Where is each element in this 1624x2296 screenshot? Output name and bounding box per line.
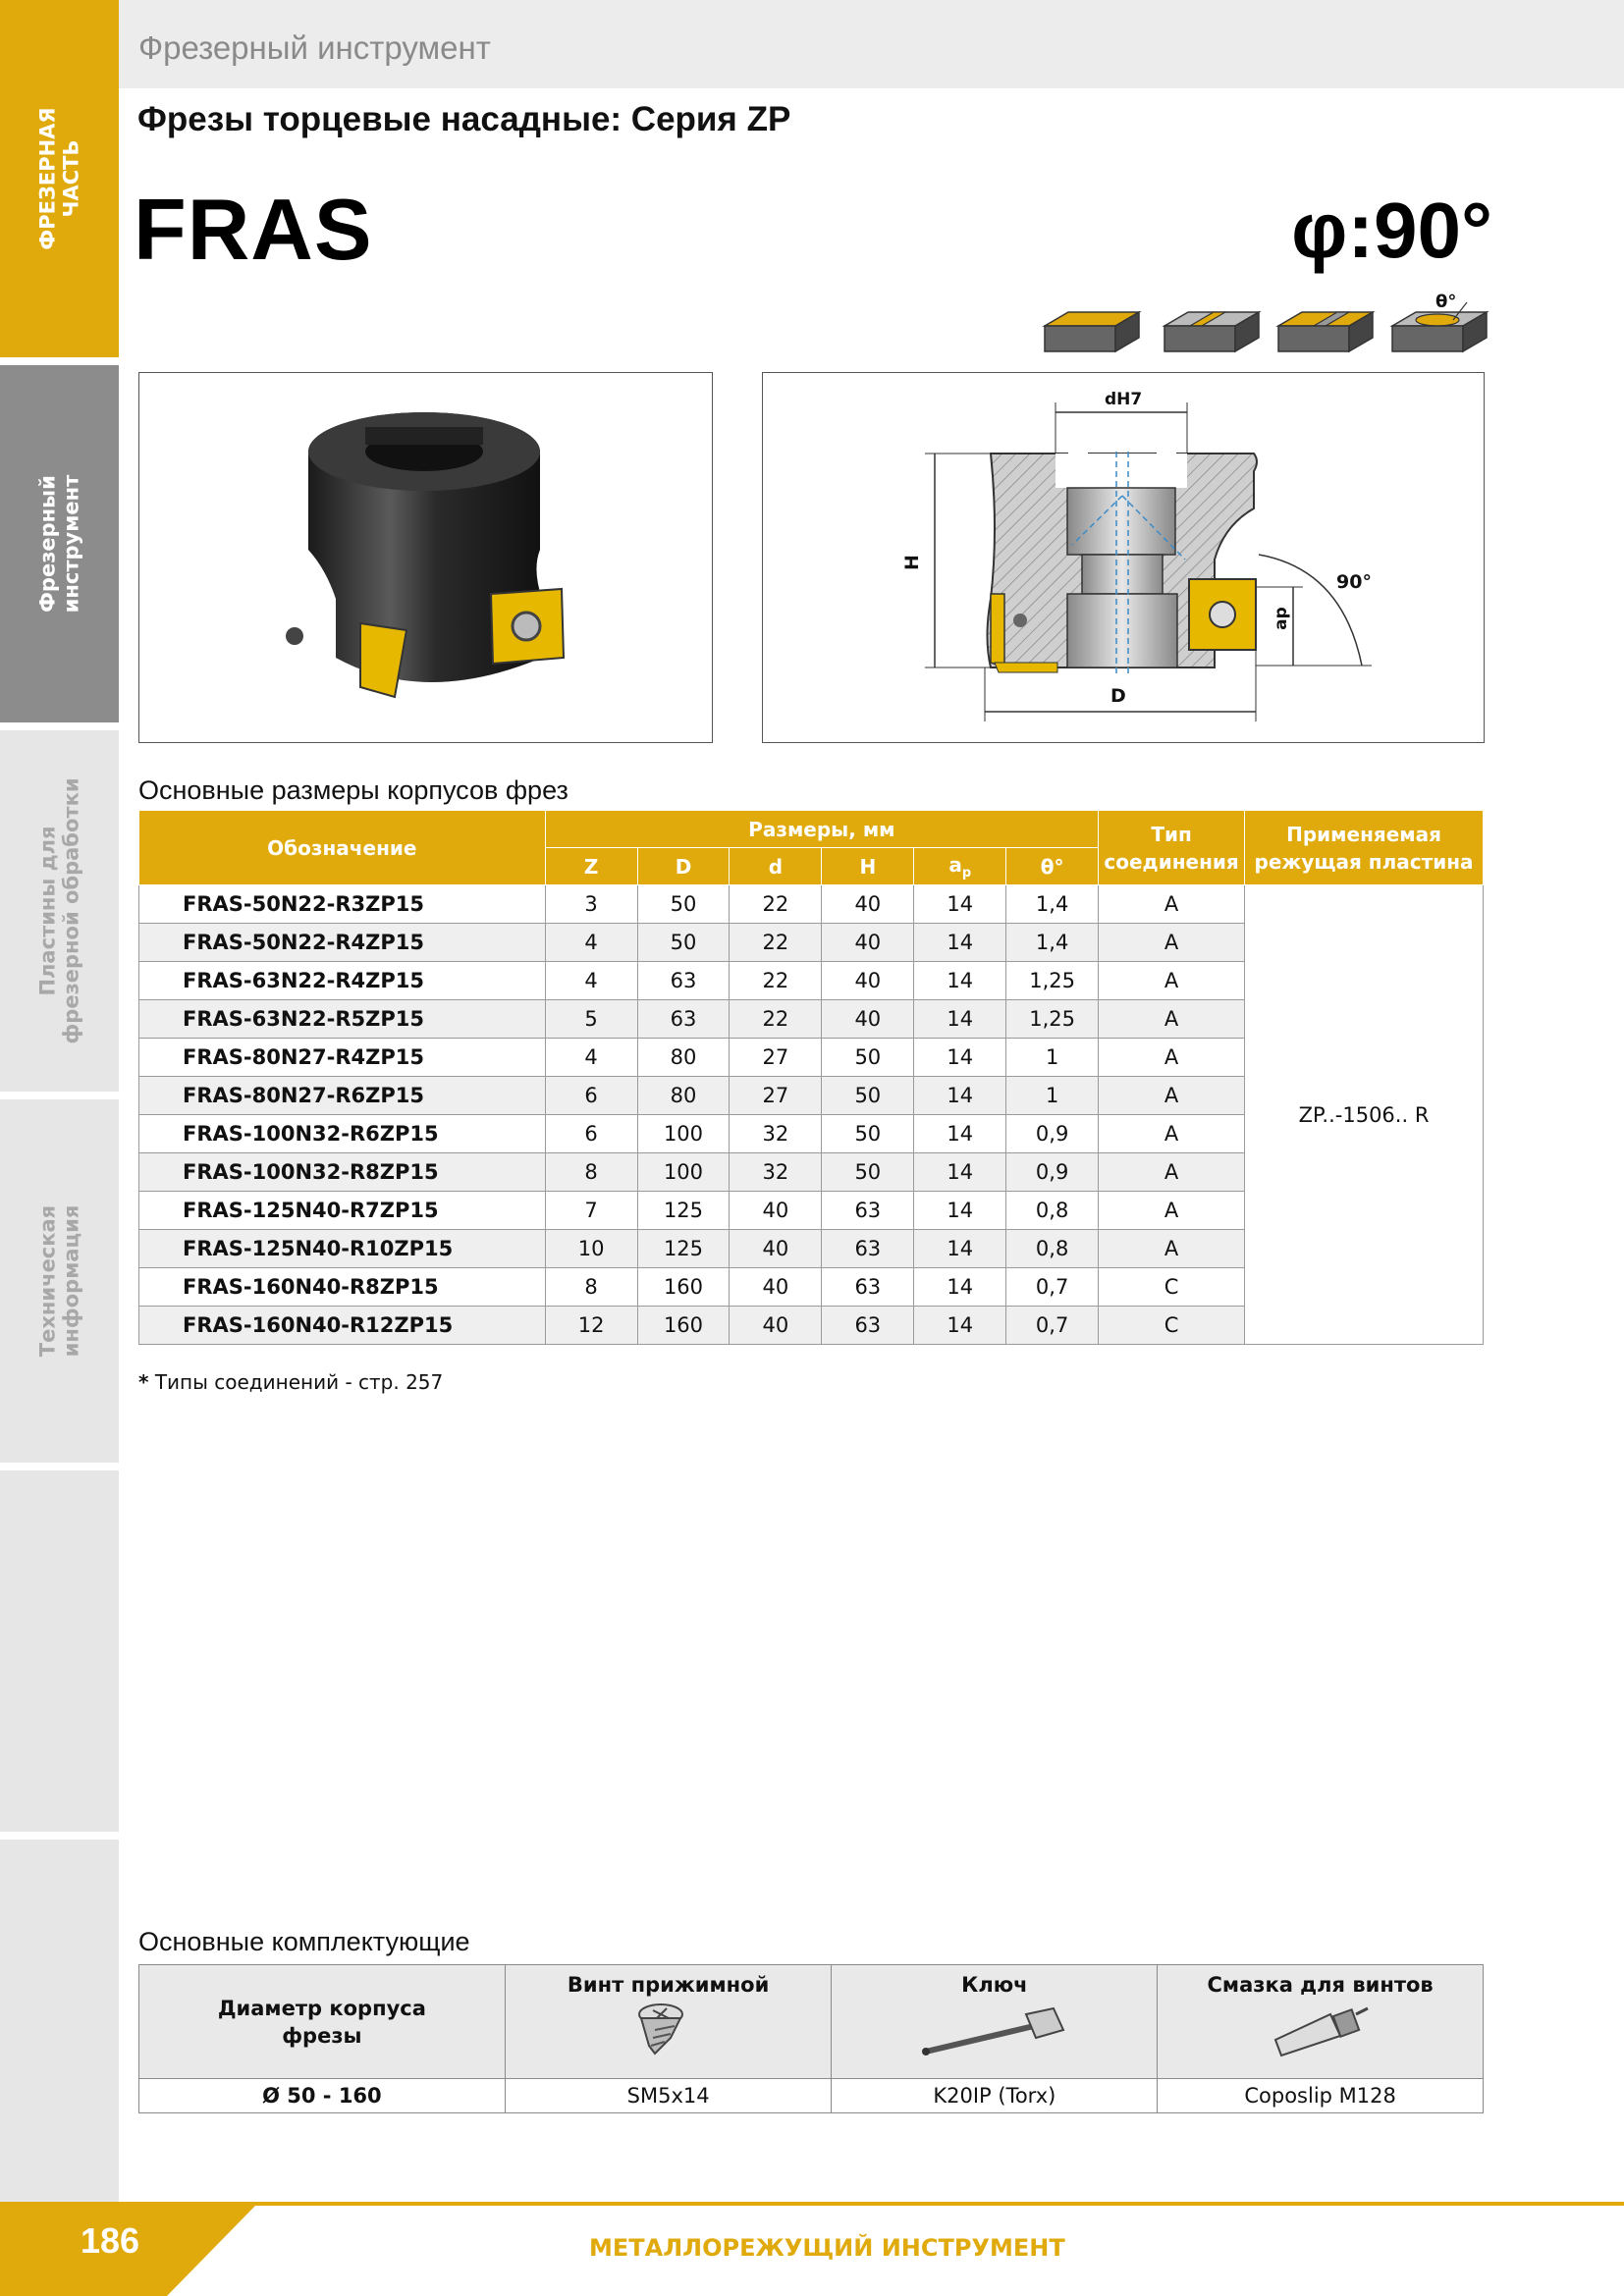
col-header-z: Z [545, 848, 637, 885]
lubricant-tube-icon [1252, 1997, 1389, 2065]
row-type: A [1099, 924, 1245, 962]
row-theta: 0,9 [1006, 1153, 1099, 1192]
row-D: 160 [637, 1268, 730, 1307]
row-ap: 14 [914, 1115, 1006, 1153]
row-d: 22 [730, 924, 822, 962]
theta-symbol: θ° [1435, 292, 1457, 312]
side-tab-label: ЧАСТЬ [59, 139, 83, 218]
acc-header-body-diameter [139, 1965, 506, 2079]
row-type: A [1099, 1153, 1245, 1192]
row-D: 63 [637, 962, 730, 1000]
row-ap: 14 [914, 1039, 1006, 1077]
brand-footer: МЕТАЛЛОРЕЖУЩИЙ ИНСТРУМЕНТ [589, 2234, 1065, 2262]
row-type: C [1099, 1268, 1245, 1307]
row-d: 32 [730, 1115, 822, 1153]
row-H: 63 [822, 1268, 914, 1307]
dim-label-angle: 90° [1336, 571, 1372, 593]
row-H: 63 [822, 1192, 914, 1230]
row-ap: 14 [914, 1153, 1006, 1192]
insert-cell: ZP..-1506.. R [1245, 885, 1484, 1345]
ap-sub: p [961, 865, 972, 881]
acc-key-code: K20IP (Torx) [832, 2079, 1158, 2113]
dim-label-bore: dH7 [1105, 390, 1143, 409]
row-code: FRAS-50N22-R4ZP15 [139, 924, 546, 962]
acc-header-screw [505, 1965, 832, 2079]
col-header-designation: Обозначение [139, 811, 546, 885]
entering-angle: φ:90° [1291, 187, 1492, 274]
row-D: 80 [637, 1077, 730, 1115]
row-code: FRAS-100N32-R8ZP15 [139, 1153, 546, 1192]
row-theta: 0,8 [1006, 1192, 1099, 1230]
milling-cutter-image [139, 373, 712, 742]
acc-header-label: Ключ [961, 1973, 1028, 1997]
row-H: 50 [822, 1115, 914, 1153]
row-theta: 1,4 [1006, 924, 1099, 962]
row-H: 40 [822, 962, 914, 1000]
series-code: FRAS [134, 181, 373, 278]
acc-header-lube [1158, 1965, 1484, 2079]
insert-flat-icon [1045, 312, 1139, 351]
side-tab-label: фрезерной обработки [59, 777, 83, 1044]
row-theta: 0,7 [1006, 1307, 1099, 1345]
acc-header-label: Смазка для винтов [1207, 1973, 1434, 1997]
table-row [139, 885, 1484, 924]
col-header-theta: θ° [1006, 848, 1099, 885]
row-H: 50 [822, 1039, 914, 1077]
row-type: A [1099, 1192, 1245, 1230]
footnote-text: Типы соединений - стр. 257 [154, 1370, 444, 1394]
page-title: Фрезы торцевые насадные: Серия ZP [137, 100, 791, 138]
row-theta: 1 [1006, 1039, 1099, 1077]
table-title: Основные размеры корпусов фрез [138, 775, 568, 805]
side-tab-label: инструмент [59, 474, 83, 614]
row-d: 22 [730, 1000, 822, 1039]
row-ap: 14 [914, 1268, 1006, 1307]
row-theta: 1 [1006, 1077, 1099, 1115]
row-z: 5 [545, 1000, 637, 1039]
acc-lube-code: Coposlip M128 [1158, 2079, 1484, 2113]
col-header-ap [914, 848, 1006, 885]
row-d: 22 [730, 885, 822, 924]
accessories-title: Основные комплектующие [138, 1927, 470, 1956]
row-code: FRAS-125N40-R10ZP15 [139, 1230, 546, 1268]
row-code: FRAS-125N40-R7ZP15 [139, 1192, 546, 1230]
row-code: FRAS-100N32-R6ZP15 [139, 1115, 546, 1153]
row-D: 80 [637, 1039, 730, 1077]
side-tab-label: ФРЕЗЕРНАЯ [35, 107, 60, 250]
col-header-dimensions: Размеры, мм [545, 811, 1098, 848]
section-header: Фрезерный инструмент [138, 29, 491, 66]
page-number: 186 [81, 2220, 140, 2261]
dim-label-diameter: D [1110, 685, 1126, 707]
row-theta: 0,8 [1006, 1230, 1099, 1268]
row-z: 8 [545, 1153, 637, 1192]
dim-label-height: H [900, 555, 923, 570]
row-d: 32 [730, 1153, 822, 1192]
row-ap: 14 [914, 1077, 1006, 1115]
row-code: FRAS-80N27-R6ZP15 [139, 1077, 546, 1115]
row-theta: 0,9 [1006, 1115, 1099, 1153]
row-type: A [1099, 1077, 1245, 1115]
row-ap: 14 [914, 1000, 1006, 1039]
row-d: 27 [730, 1039, 822, 1077]
footnote-star: * [138, 1370, 149, 1394]
row-code: FRAS-63N22-R4ZP15 [139, 962, 546, 1000]
row-type: A [1099, 1230, 1245, 1268]
col-header-H: H [822, 848, 914, 885]
row-d: 40 [730, 1230, 822, 1268]
row-code: FRAS-50N22-R3ZP15 [139, 885, 546, 924]
technical-drawing-box [762, 372, 1485, 743]
row-H: 40 [822, 1000, 914, 1039]
row-d: 40 [730, 1192, 822, 1230]
row-d: 22 [730, 962, 822, 1000]
col-header-D: D [637, 848, 730, 885]
row-ap: 14 [914, 924, 1006, 962]
row-z: 8 [545, 1268, 637, 1307]
accessories-table [138, 1964, 1484, 2113]
dim-label-ap: ap [1271, 607, 1291, 630]
side-tab-empty [0, 1840, 119, 2202]
col-header-connection-type: Тип соединения [1099, 811, 1245, 885]
insert-step-icon [1278, 312, 1373, 351]
section-header-bar [119, 0, 1624, 88]
row-z: 4 [545, 1039, 637, 1077]
acc-header-label: Диаметр корпуса фрезы [217, 1996, 426, 2048]
product-photo-box [138, 372, 713, 743]
insert-shape-icons [1041, 291, 1492, 369]
ap-main: a [948, 852, 962, 877]
row-z: 10 [545, 1230, 637, 1268]
row-z: 4 [545, 962, 637, 1000]
row-code: FRAS-63N22-R5ZP15 [139, 1000, 546, 1039]
row-z: 6 [545, 1077, 637, 1115]
row-H: 50 [822, 1153, 914, 1192]
row-D: 50 [637, 924, 730, 962]
row-ap: 14 [914, 1192, 1006, 1230]
row-type: A [1099, 885, 1245, 924]
row-D: 125 [637, 1192, 730, 1230]
row-code: FRAS-160N40-R8ZP15 [139, 1268, 546, 1307]
row-z: 6 [545, 1115, 637, 1153]
acc-header-key [832, 1965, 1158, 2079]
screw-icon [620, 1997, 718, 2065]
row-code: FRAS-160N40-R12ZP15 [139, 1307, 546, 1345]
row-d: 40 [730, 1307, 822, 1345]
row-theta: 1,25 [1006, 962, 1099, 1000]
row-ap: 14 [914, 1307, 1006, 1345]
side-tab-milling-inserts[interactable] [0, 730, 119, 1092]
row-theta: 1,25 [1006, 1000, 1099, 1039]
side-tab-label: Фрезерный [35, 475, 60, 613]
side-tab-milling-part[interactable] [0, 0, 119, 357]
row-code: FRAS-80N27-R4ZP15 [139, 1039, 546, 1077]
row-H: 50 [822, 1077, 914, 1115]
row-type: A [1099, 1115, 1245, 1153]
row-z: 3 [545, 885, 637, 924]
acc-body-diameter: Ø 50 - 160 [139, 2079, 506, 2113]
col-header-insert: Применяемая режущая пластина [1245, 811, 1484, 885]
row-D: 100 [637, 1153, 730, 1192]
row-D: 63 [637, 1000, 730, 1039]
side-tab-milling-tools[interactable] [0, 365, 119, 722]
side-tab-technical-info[interactable] [0, 1099, 119, 1463]
row-H: 40 [822, 924, 914, 962]
row-theta: 1,4 [1006, 885, 1099, 924]
row-H: 63 [822, 1230, 914, 1268]
row-type: C [1099, 1307, 1245, 1345]
side-tab-label: Пластины для [35, 826, 60, 996]
row-z: 12 [545, 1307, 637, 1345]
row-theta: 0,7 [1006, 1268, 1099, 1307]
insert-groove-icon [1164, 312, 1259, 351]
side-tab-label: Техническая [35, 1204, 60, 1358]
row-D: 100 [637, 1115, 730, 1153]
row-d: 27 [730, 1077, 822, 1115]
row-H: 63 [822, 1307, 914, 1345]
row-D: 125 [637, 1230, 730, 1268]
acc-screw-code: SM5x14 [505, 2079, 832, 2113]
row-d: 40 [730, 1268, 822, 1307]
dimensions-table [138, 810, 1484, 1345]
row-z: 4 [545, 924, 637, 962]
acc-header-label: Винт прижимной [567, 1973, 770, 1997]
col-header-d: d [730, 848, 822, 885]
row-z: 7 [545, 1192, 637, 1230]
side-tab-label: информация [59, 1204, 83, 1358]
row-H: 40 [822, 885, 914, 924]
row-type: A [1099, 962, 1245, 1000]
row-ap: 14 [914, 962, 1006, 1000]
side-tab-empty [0, 1470, 119, 1832]
footnote [138, 1370, 443, 1394]
row-ap: 14 [914, 885, 1006, 924]
row-ap: 14 [914, 1230, 1006, 1268]
row-type: A [1099, 1000, 1245, 1039]
row-type: A [1099, 1039, 1245, 1077]
row-D: 50 [637, 885, 730, 924]
row-D: 160 [637, 1307, 730, 1345]
torx-key-icon [906, 1997, 1083, 2065]
